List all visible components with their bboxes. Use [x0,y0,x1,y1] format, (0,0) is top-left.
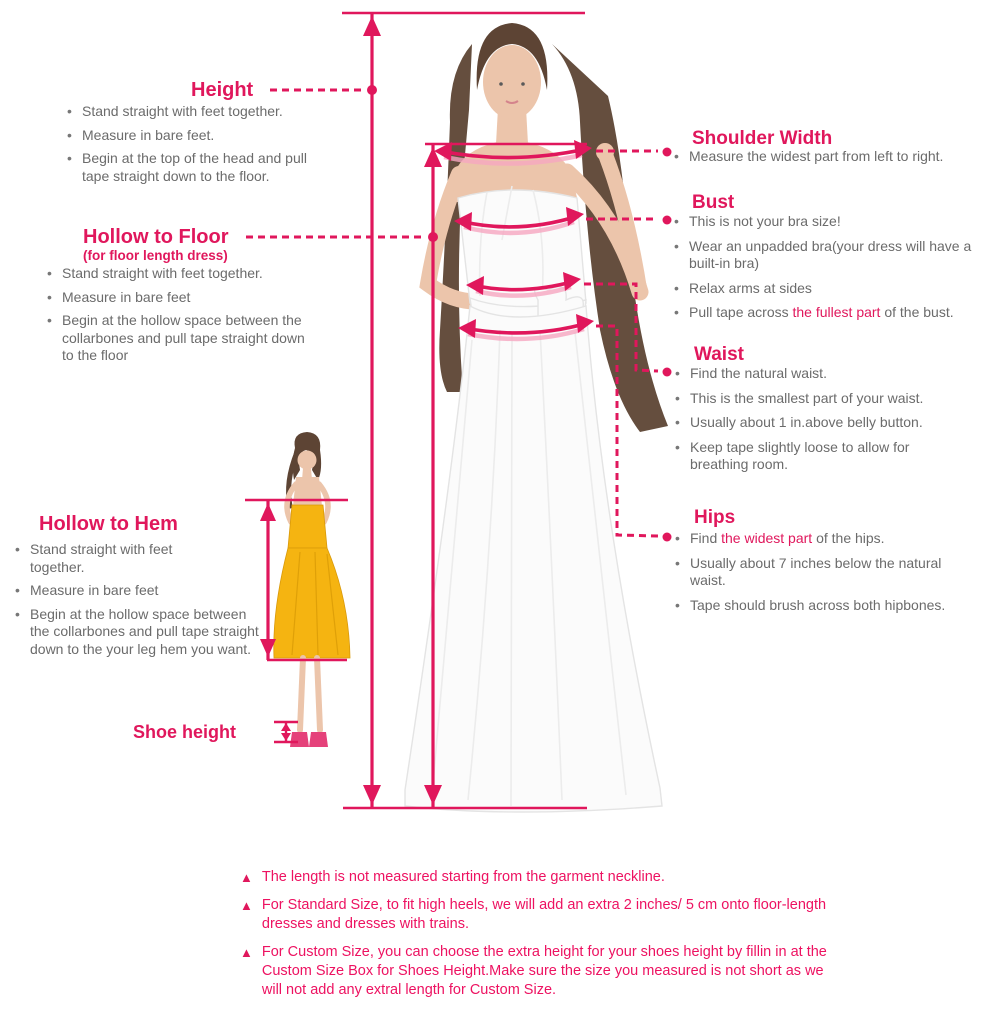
waist-title: Waist [694,344,744,365]
note-text: The length is not measured starting from the garment neckline. [261,869,665,885]
list-item: • Usually about 1 in.above belly button. [674,414,974,432]
height-bullets [66,103,318,191]
list-item: • Stand straight with feet together. [14,541,194,576]
main-model-photo [405,23,668,812]
hollow-to-floor-title: Hollow to Floor [83,226,229,248]
bust-bullets [673,213,991,329]
list-item: • Pull tape across the fullest part of the bust. [673,304,991,322]
list-item: • Begin at the hollow space between the collarbones and pull tape straight down to the your leg hem you want. [14,606,264,659]
list-item: • Measure in bare feet [46,289,314,307]
hollow-to-floor-section-title [83,226,229,264]
hollow-to-hem-section-title [39,513,178,535]
triangle-bullet-icon: ▲ [240,898,253,913]
list-item: • Begin at the hollow space between the collarbones and pull tape straight down to the floor [46,312,314,365]
hollow-to-floor-bullets [46,265,314,371]
note-text: For Standard Size, to fit high heels, we will add an extra 2 inches/ 5 cm onto floor-length dresses and dresses with trains. [261,897,827,932]
highlighted-text: the widest part [721,530,813,546]
triangle-bullet-icon: ▲ [240,945,253,960]
list-item: • Measure the widest part from left to right. [673,148,991,166]
list-item: • Begin at the top of the head and pull tape straight down to the floor. [66,150,318,185]
list-item: • Measure in bare feet. [66,127,318,145]
note-item [240,868,840,887]
note-item [240,943,840,1000]
list-item: • Find the widest part of the hips. [674,530,984,548]
list-item: • Relax arms at sides [673,280,991,298]
note-text: For Custom Size, you can choose the extra height for your shoes height by fillin in at the Custom Size Box for Shoes Height.Make sure the size you measured is not short as we will not add any extral length for Custom Size. [261,944,827,998]
list-item: • Wear an unpadded bra(your dress will have a built-in bra) [673,238,991,273]
hollow-to-hem-bullets [14,541,264,664]
list-item: • This is the smallest part of your waist. [674,390,974,408]
hollow-to-hem-title: Hollow to Hem [39,513,178,535]
hips-title: Hips [694,507,736,528]
shoe-height-title: Shoe height [133,722,236,742]
list-item: • This is not your bra size! [673,213,991,231]
note-item [240,896,840,934]
hips-bullets [674,530,964,621]
triangle-bullet-icon: ▲ [240,870,253,885]
list-item: • Tape should brush across both hipbones. [674,597,984,615]
small-model-photo [274,432,350,747]
hollow-to-floor-subtitle: (for floor length dress) [83,248,228,263]
waist-bullets [674,365,936,481]
height-title: Height [191,79,254,101]
height-section-title [191,79,253,101]
list-item: • Keep tape slightly loose to allow for breathing room. [674,439,936,474]
list-item: • Usually about 7 inches below the natural waist. [674,555,964,590]
shoulder-width-bullets [673,148,991,173]
notes-list [240,868,840,1009]
bust-title: Bust [692,192,735,213]
highlighted-text: the fullest part [792,304,881,320]
list-item: • Measure in bare feet [14,582,264,600]
list-item: • Find the natural waist. [674,365,974,383]
shoulder-width-title: Shoulder Width [692,128,833,149]
list-item: • Stand straight with feet together. [46,265,314,283]
list-item: • Stand straight with feet together. [66,103,318,121]
